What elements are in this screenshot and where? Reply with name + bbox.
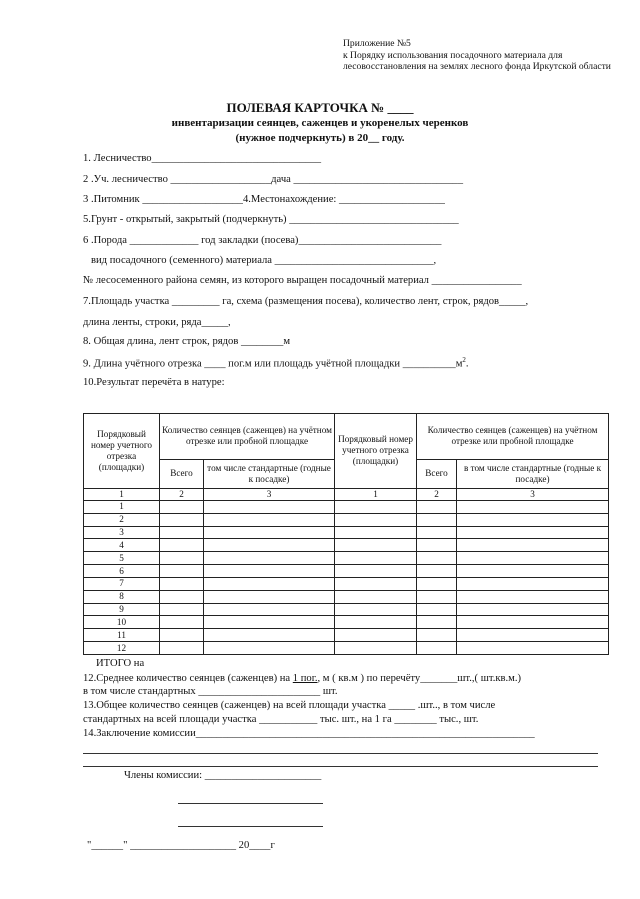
header-total-2: Всего [417,459,457,488]
empty-cell [457,642,609,655]
table-index-row [84,488,609,500]
field-forestry: 1. Лесничество________________________________ [83,153,322,164]
field-material-type: вид посадочного (семенного) материала ______________________________, [91,255,437,266]
empty-cell [417,552,457,565]
field-average-standard: в том числе стандартных _______________________ шт. [83,686,338,697]
empty-cell [204,513,335,526]
empty-cell [417,629,457,642]
empty-cell [335,577,417,590]
empty-cell [204,552,335,565]
table-row [84,577,609,590]
empty-cell [457,603,609,616]
member-signature-line-2 [178,826,323,827]
empty-cell [160,590,204,603]
table-row [84,513,609,526]
signature-date: "______" ____________________ 20____г [87,840,275,851]
empty-cell [160,539,204,552]
empty-cell [457,616,609,629]
member-signature-line-1 [178,803,323,804]
row-number: 7 [84,577,160,590]
header-seedling-count: Количество сеянцев (саженцев) на учётном отрезке или пробной площадке [160,414,335,460]
empty-cell [204,577,335,590]
empty-cell [457,590,609,603]
index-cell: 3 [457,488,609,500]
field-district-forestry: 2 .Уч. лесничество ___________________дача ________________________________ [83,174,463,185]
empty-cell [204,500,335,513]
table-row [84,603,609,616]
empty-cell [417,616,457,629]
row-number: 3 [84,526,160,539]
empty-cell [204,539,335,552]
empty-cell [457,629,609,642]
field-row-length: длина ленты, строки, ряда_____, [83,317,231,328]
document-subtitle-note: (нужное подчеркнуть) в 20__ году. [235,132,405,144]
square-superscript: 2 [462,356,466,364]
empty-cell [160,642,204,655]
empty-cell [204,629,335,642]
table-row [84,629,609,642]
header-standard-2: в том числе стандартные (годные к посадке) [457,459,609,488]
empty-cell [457,577,609,590]
index-cell: 2 [417,488,457,500]
header-standard: том числе стандартные (годные к посадке) [204,459,335,488]
table-row [84,565,609,578]
empty-cell [335,500,417,513]
table-row [84,552,609,565]
field-segment-length [83,356,469,370]
header-segment-number: Порядковый номер учетного отрезка (площадки) [84,414,160,489]
empty-cell [457,539,609,552]
empty-cell [160,616,204,629]
empty-cell [204,642,335,655]
field-commission-conclusion: 14.Заключение комиссии________________________________________________________________ [83,728,535,739]
empty-cell [160,500,204,513]
empty-cell [457,565,609,578]
table-row [84,642,609,655]
row-number: 1 [84,500,160,513]
total-label: ИТОГО на [96,658,145,669]
document-title: ПОЛЕВАЯ КАРТОЧКА № ____ [226,100,414,115]
empty-cell [457,500,609,513]
empty-cell [160,565,204,578]
empty-cell [335,616,417,629]
header-seedling-count-2: Количество сеянцев (саженцев) на учётном отрезке или пробной площадке [417,414,609,460]
index-cell: 1 [335,488,417,500]
row-number: 12 [84,642,160,655]
header-segment-number-2: Порядковый номер учетного отрезка (площадки) [335,414,417,489]
empty-cell [457,513,609,526]
table-row [84,590,609,603]
average-count-post: , м ( кв.м ) по перечёту_______шт.,( шт.кв.м.) [317,673,522,684]
appendix-note: Приложение №5 к Порядку использования посадочного материала для лесовосстановления на землях лесного фонда Иркутской области [343,38,611,73]
linear-meter-underlined: 1 пог. [292,673,318,684]
table-row [84,539,609,552]
empty-cell [417,565,457,578]
empty-cell [335,526,417,539]
empty-cell [457,552,609,565]
empty-cell [160,552,204,565]
empty-cell [160,603,204,616]
field-recount-result: 10.Результат перечёта в натуре: [83,377,225,388]
row-number: 8 [84,590,160,603]
empty-cell [204,590,335,603]
document-subtitle: инвентаризации сеянцев, саженцев и укоренелых черенков [171,117,469,129]
empty-cell [335,552,417,565]
row-number: 10 [84,616,160,629]
header-total: Всего [160,459,204,488]
field-total-count: 13.Общее количество сеянцев (саженцев) на всей площади участка _____ .шт.., в том числе [83,700,496,711]
row-number: 4 [84,539,160,552]
table-header-row [84,414,609,460]
segment-length-text: 9. Длина учётного отрезка ____ пог.м или площадь учётной площадки __________м [83,358,463,370]
conclusion-line-1 [83,753,598,754]
field-plot-area: 7.Площадь участка _________ га, схема (размещения посева), количество лент, строк, рядов_____, [83,296,529,307]
row-number: 5 [84,552,160,565]
row-number: 6 [84,565,160,578]
empty-cell [417,513,457,526]
empty-cell [417,500,457,513]
commission-members: Члены комиссии: ______________________ [124,770,322,781]
empty-cell [417,603,457,616]
table-row [84,616,609,629]
empty-cell [335,539,417,552]
empty-cell [335,565,417,578]
field-total-length: 8. Общая длина, лент строк, рядов ________м [83,336,291,347]
conclusion-line-2 [83,766,598,767]
index-cell: 1 [84,488,160,500]
empty-cell [160,577,204,590]
average-count-pre: 12.Среднее количество сеянцев (саженцев) на [83,673,293,684]
empty-cell [335,590,417,603]
empty-cell [204,603,335,616]
inventory-table [83,413,609,655]
empty-cell [457,526,609,539]
field-total-standard: стандартных на всей площади участка ___________ тыс. шт., на 1 га ________ тыс., шт. [83,714,479,725]
empty-cell [417,590,457,603]
empty-cell [417,539,457,552]
empty-cell [204,565,335,578]
field-seed-region: № лесосеменного района семян, из которого выращен посадочный материал _________________ [83,275,522,286]
empty-cell [160,513,204,526]
field-nursery: 3 .Питомник ___________________4.Местонахождение: ____________________ [83,194,445,205]
table-body [84,500,609,654]
empty-cell [417,526,457,539]
field-average-count [83,673,521,684]
table-row [84,526,609,539]
empty-cell [160,526,204,539]
row-number: 9 [84,603,160,616]
segment-length-end: . [465,358,469,370]
row-number: 2 [84,513,160,526]
field-species: 6 .Порода _____________ год закладки (посева)___________________________ [83,235,442,246]
empty-cell [335,603,417,616]
index-cell: 2 [160,488,204,500]
empty-cell [335,513,417,526]
empty-cell [335,629,417,642]
field-soil: 5.Грунт - открытый, закрытый (подчеркнуть) ________________________________ [83,214,459,225]
empty-cell [417,577,457,590]
empty-cell [204,526,335,539]
row-number: 11 [84,629,160,642]
empty-cell [204,616,335,629]
empty-cell [335,642,417,655]
empty-cell [160,629,204,642]
table-row [84,500,609,513]
index-cell: 3 [204,488,335,500]
empty-cell [417,642,457,655]
